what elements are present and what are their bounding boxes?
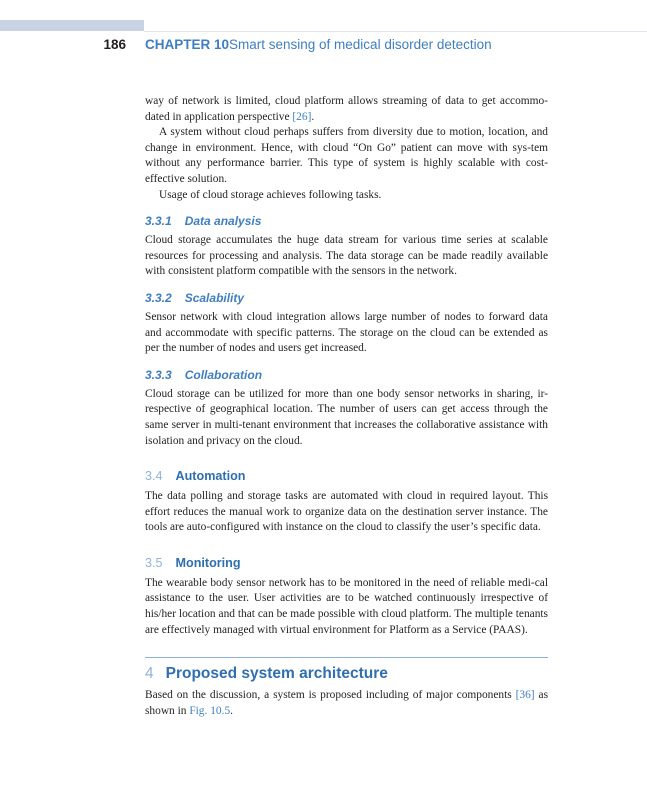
figure-link-10-5[interactable]: Fig. 10.5 [189, 704, 231, 717]
paragraph-scalability: Sensor network with cloud integration allows large number of nodes to forward data and accommodate with specific patterns. The storage on the cloud can be extended as per the number of nodes and users get increased. [145, 310, 548, 355]
heading-data-analysis: 3.3.1 Data analysis [145, 214, 262, 229]
paragraph-automation: The data polling and storage tasks are automated with cloud in required layout. This effort reduces the manual work to organize data on the destination server instance. The tools are auto-configured with instance on the cloud to classify the user’s specific data. [145, 490, 548, 534]
paragraph-data-analysis: Cloud storage accumulates the huge data stream for various time series at scalable resources for processing and analysis. The data storage can be made readily available with consistent platform compatible with the sensors in the network. [145, 234, 548, 278]
paragraph-proposed-system: Based on the discussion, a system is proposed including of major components [36] as shown in Fig. 10.5. [145, 689, 548, 717]
heading-automation: 3.4 Automation [145, 469, 246, 484]
intro-paragraph-2: A system without cloud perhaps suffers from diversity due to motion, location, and change in environment. Hence, with cloud “On Go” patient can move with sys-tem without any performance barrier. This type of system is highly scalable with cost-effective solution. [145, 126, 548, 185]
chapter-label: CHAPTER 10 [145, 37, 230, 52]
intro-paragraph-1: way of network is limited, cloud platform allows streaming of data to get accommo-dated in application perspective [26]. [145, 95, 548, 123]
heading-monitoring: 3.5 Monitoring [145, 555, 241, 570]
paragraph-collaboration: Cloud storage can be utilized for more than one body sensor networks in sharing, ir-respective of geographical location. The number of users can get access through the same server in multi-tenant environment that increases the collaborative assistance with isolation and privacy on the cloud. [145, 387, 548, 447]
citation-link-36[interactable]: [36] [515, 689, 535, 702]
heading-proposed-system-architecture: 4 Proposed system architecture [145, 665, 388, 683]
chapter-title: Smart sensing of medical disorder detection [229, 37, 492, 52]
heading-scalability: 3.3.2 Scalability [145, 290, 245, 305]
paragraph-monitoring: The wearable body sensor network has to be monitored in the need of reliable medi-cal assistance to the user. User activities are to be watched continuously irrespective of his/her location and that can be made possible with cloud platform. The multiple tenants are effectively managed with virtual environment for Platform as a Service (PAAS). [145, 576, 548, 636]
header-color-band [0, 20, 144, 31]
section-divider [145, 657, 548, 658]
running-header [0, 36, 647, 54]
page-body [145, 94, 548, 719]
header-rule [144, 31, 647, 32]
page-number: 186 [103, 37, 126, 52]
heading-collaboration: 3.3.3 Collaboration [145, 367, 263, 382]
intro-paragraph-3: Usage of cloud storage achieves following tasks. [159, 188, 382, 201]
citation-link-26[interactable]: [26] [292, 110, 312, 123]
